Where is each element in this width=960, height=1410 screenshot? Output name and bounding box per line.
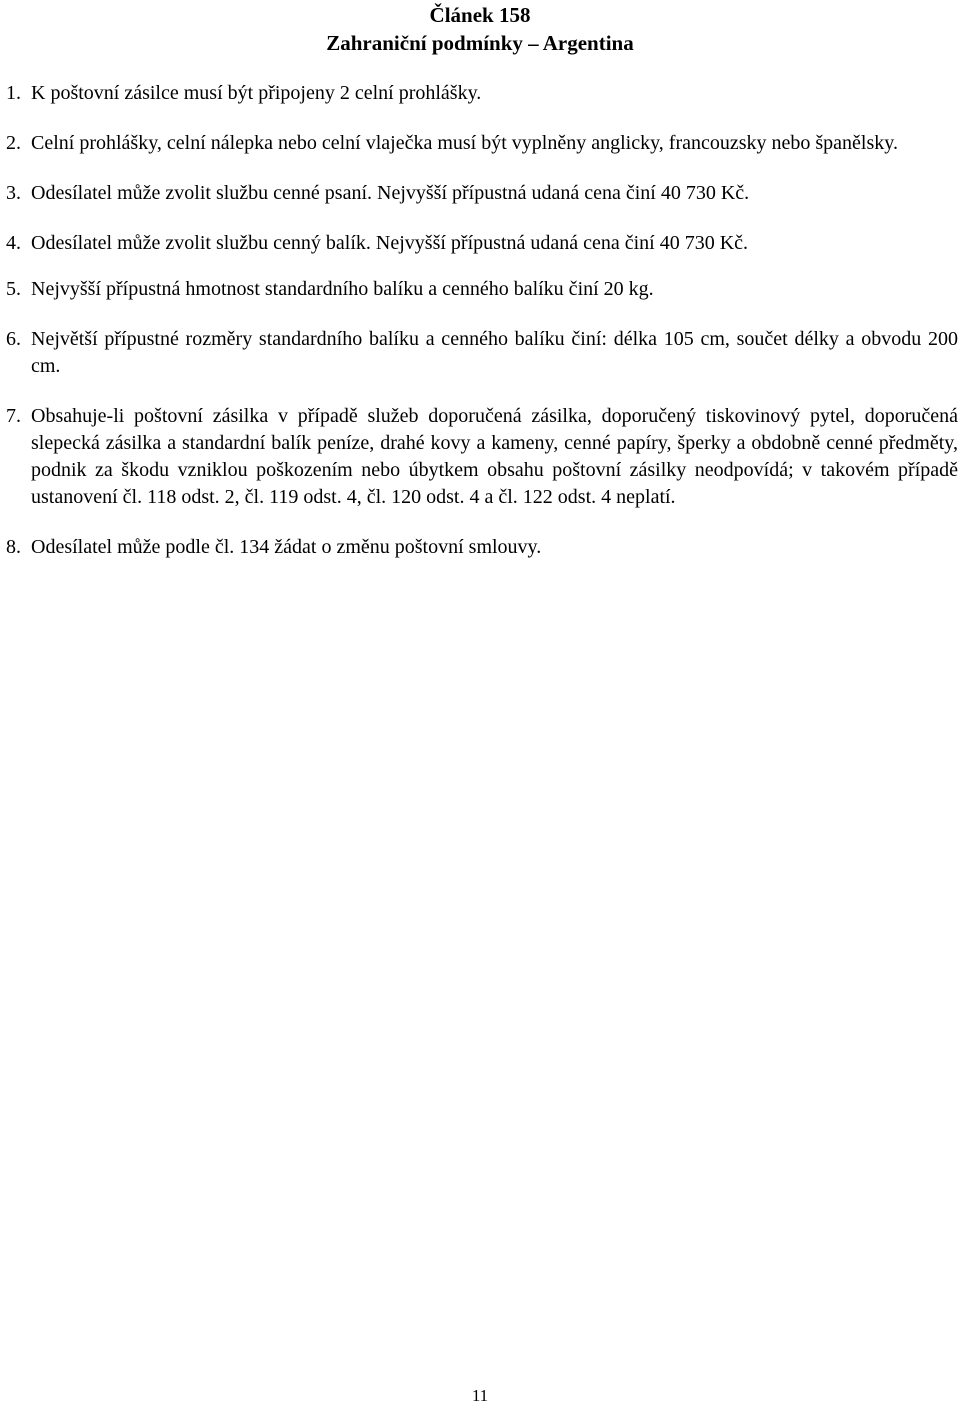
item-number: 5. [6,278,21,300]
item-number: 7. [6,405,21,427]
list-item [6,403,958,511]
list-item [6,276,958,303]
list-item [6,534,958,561]
article-subtitle: Zahraniční podmínky – Argentina [326,31,634,55]
item-text: Odesílatel může zvolit službu cenný balík. Nejvyšší přípustná udaná cena činí 40 730 Kč. [31,232,749,254]
item-number: 8. [6,536,21,558]
item-text: K poštovní zásilce musí být připojeny 2 celní prohlášky. [31,82,482,104]
list-item [6,230,958,257]
item-text: Celní prohlášky, celní nálepka nebo celní vlaječka musí být vyplněny anglicky, francouzsky nebo španělsky. [31,132,898,154]
page-number: 11 [471,1386,489,1405]
article-title: Článek 158 [429,3,531,27]
item-text: Nejvyšší přípustná hmotnost standardního balíku a cenného balíku činí 20 kg. [31,278,654,300]
item-text: Obsahuje-li poštovní zásilka v případě služeb doporučená zásilka, doporučený tiskovinový pytel, doporučená slepecká zásilka a standardní balík peníze, drahé kovy a kameny, cenné papíry, šperky a obdobně cenné předměty, podnik za škodu vzniklou poškozením nebo úbytkem obsahu poštovní zásilky neodpovídá; v takovém případě ustanovení čl. 118 odst. 2, čl. 119 odst. 4, čl. 120 odst. 4 a čl. 122 odst. 4 neplatí. [31,405,958,508]
item-text: Odesílatel může podle čl. 134 žádat o změnu poštovní smlouvy. [31,536,542,558]
list-item [6,326,958,380]
item-text: Největší přípustné rozměry standardního balíku a cenného balíku činí: délka 105 cm, součet délky a obvodu 200 cm. [31,328,958,377]
item-text: Odesílatel může zvolit službu cenné psaní. Nejvyšší přípustná udaná cena činí 40 730 Kč. [31,182,750,204]
list-item [6,180,958,207]
provisions-list [6,80,958,584]
item-number: 6. [6,328,21,350]
list-item [6,130,958,157]
item-number: 4. [6,232,21,254]
item-number: 2. [6,132,21,154]
item-number: 3. [6,182,21,204]
list-item [6,80,958,107]
item-number: 1. [6,82,21,104]
